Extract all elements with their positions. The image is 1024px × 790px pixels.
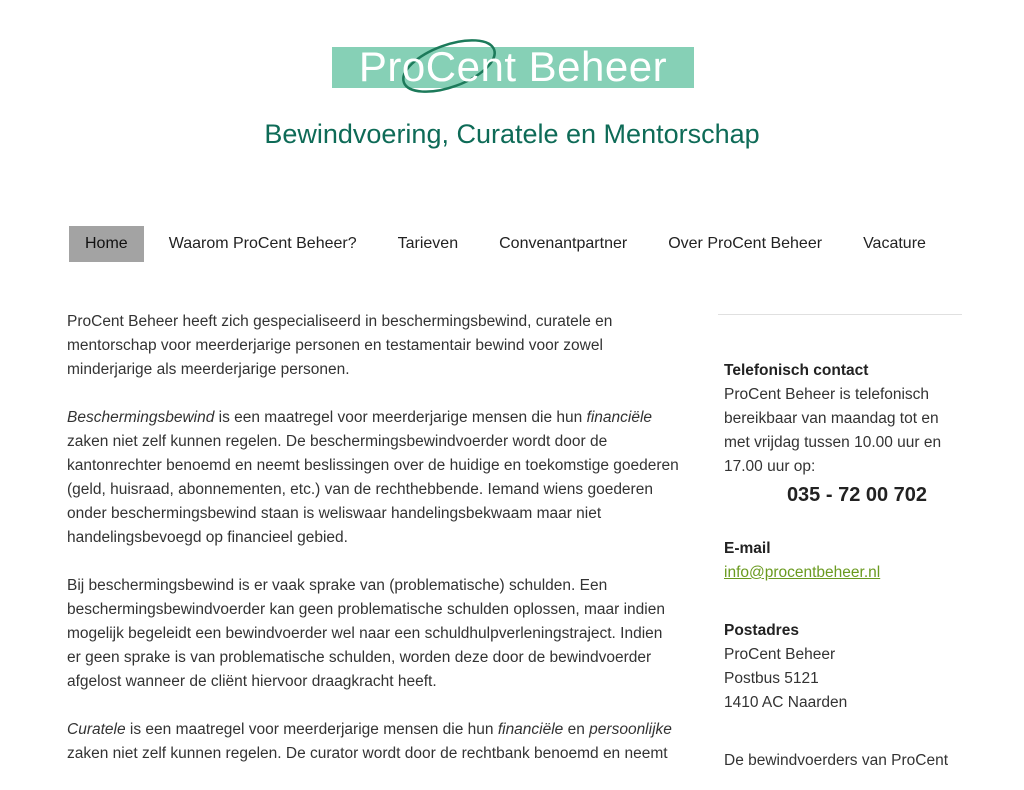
email-heading: E-mail xyxy=(724,540,771,557)
nav-item-over[interactable]: Over ProCent Beheer xyxy=(668,235,823,252)
term-beschermingsbewind: Beschermingsbewind xyxy=(67,409,215,426)
address-line: ProCent Beheer xyxy=(724,646,836,663)
schulden-paragraph: Bij beschermingsbewind is er vaak sprake van (problematische) schulden. Een beschermingsbewindvoerder kan geen problematische schulden oplossen, maar indien mogelijk begeleidt een bewindvoerder wel naar een schuldhulpverleningstraject. Indien er geen sprake is van problematische schulden, worden deze door de bewindvoerder afgelost wanneer de cliënt hiervoor draagkracht heeft. xyxy=(67,577,665,690)
address-line: Postbus 5121 xyxy=(724,670,819,687)
sidebar-divider xyxy=(718,314,962,315)
text-span: is een maatregel voor meerderjarige mensen die hun xyxy=(214,409,587,426)
emphasis: financiële xyxy=(586,409,653,426)
site-tagline: Bewindvoering, Curatele en Mentorschap xyxy=(264,119,760,149)
logo-text: ProCent Beheer xyxy=(358,43,668,90)
nav-item-tarieven[interactable]: Tarieven xyxy=(397,235,459,252)
intro-paragraph: ProCent Beheer heeft zich gespecialiseerd in beschermingsbewind, curatele en mentorschap voor meerderjarige personen en testamentair bewind voor zowel minderjarige als meerderjarige personen. xyxy=(67,313,613,378)
address-heading: Postadres xyxy=(724,622,799,639)
text-span: is een maatregel voor meerderjarige mensen die hun xyxy=(125,721,498,738)
text-span: zaken niet zelf kunnen regelen. De curator wordt door de rechtbank benoemd en neemt xyxy=(67,745,668,762)
nav-item-vacature[interactable]: Vacature xyxy=(863,235,926,252)
text-span: en xyxy=(563,721,590,738)
phone-heading: Telefonisch contact xyxy=(724,362,869,379)
nav-item-home[interactable]: Home xyxy=(69,226,144,262)
phone-text: ProCent Beheer is telefonisch bereikbaar van maandag tot en met vrijdag tussen 10.00 uur en 17.00 uur op: xyxy=(724,386,942,475)
email-link[interactable]: info@procentbeheer.nl xyxy=(724,564,881,581)
sidebar xyxy=(724,359,960,773)
phone-number[interactable]: 035 - 72 00 702 xyxy=(786,484,928,506)
main-nav xyxy=(69,226,951,262)
address-line: 1410 AC Naarden xyxy=(724,694,848,711)
logo[interactable] xyxy=(332,36,694,96)
term-curatele: Curatele xyxy=(67,721,126,738)
main-content xyxy=(67,310,679,790)
beschermingsbewind-paragraph xyxy=(67,406,679,550)
emphasis: persoonlijke xyxy=(589,721,672,738)
emphasis: financiële xyxy=(497,721,564,738)
email-block xyxy=(724,537,960,585)
address-block xyxy=(724,619,960,715)
nav-item-waarom[interactable]: Waarom ProCent Beheer? xyxy=(168,235,357,252)
curatele-paragraph xyxy=(67,718,679,766)
sidebar-teaser: De bewindvoerders van ProCent xyxy=(724,752,949,769)
text-span: zaken niet zelf kunnen regelen. De beschermingsbewindvoerder wordt door de kantonrechter benoemd en neemt beslissingen over de huidige en toekomstige goederen (geld, huisraad, abonnementen, etc.) van de rechthebbende. Iemand wiens goederen onder beschermingsbewind staan is weliswaar handelingsbekwaam maar niet handelingsbevoegd op financieel gebied. xyxy=(67,433,679,546)
nav-item-convenantpartner[interactable]: Convenantpartner xyxy=(499,235,628,252)
